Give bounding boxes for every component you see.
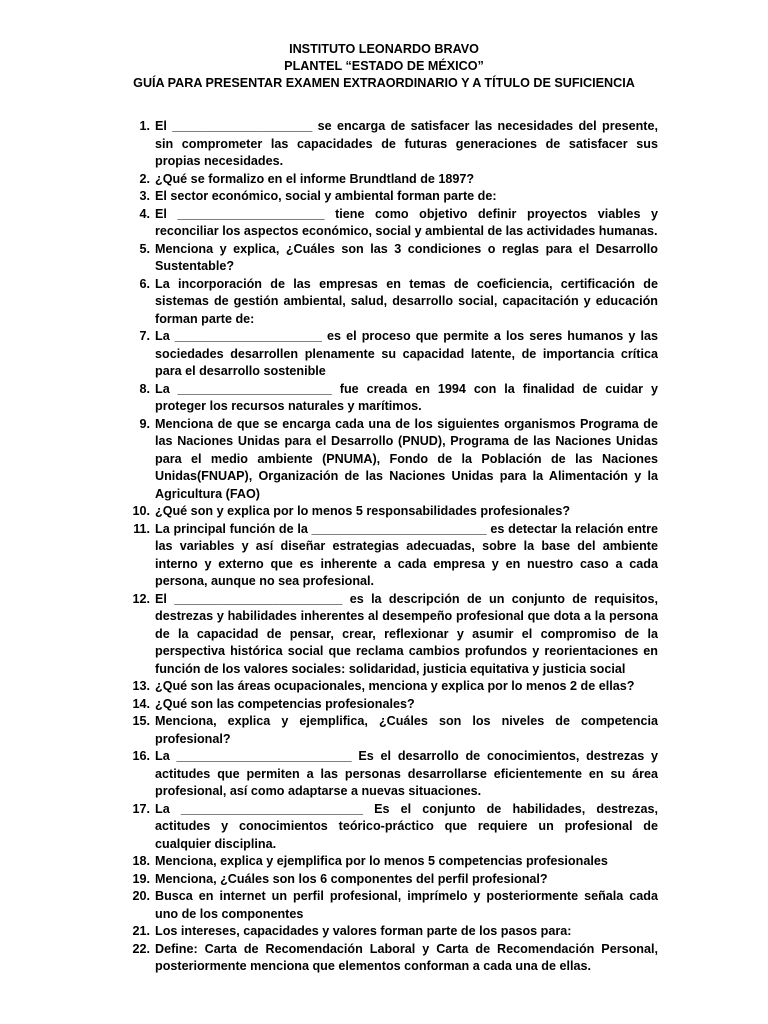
question-text: La incorporación de las empresas en temas de coeficiencia, certificación de sistemas de gestión ambiental, salud, desarrollo social, capacitación y educación forman parte de: — [155, 276, 658, 326]
question-text: Menciona de que se encarga cada una de los siguientes organismos Programa de las Naciones Unidas para el Desarrollo (PNUD), Programa de las Naciones Unidas para el medio ambiente (PNUMA), Fondo de la Población de las Naciones Unidas(FNUAP), Organización de las Naciones Unidas para la Alimentación y la Agricultura (FAO) — [155, 416, 658, 501]
question-number: 6. — [139, 276, 150, 291]
question-text: Define: Carta de Recomendación Laboral y Carta de Recomendación Personal, posteriormente menciona que elementos conforman a cada una de ellas. — [155, 941, 658, 973]
question-item — [133, 521, 658, 591]
question-text: La ______________________ fue creada en 1994 con la finalidad de cuidar y proteger los recursos naturales y marítimos. — [155, 381, 658, 413]
question-number: 17. — [132, 801, 150, 816]
question-item — [132, 941, 658, 976]
question-item — [139, 416, 658, 504]
question-item — [139, 188, 658, 206]
question-item — [132, 591, 658, 679]
question-number: 7. — [139, 329, 150, 343]
question-item — [132, 696, 658, 714]
question-number: 12. — [132, 591, 150, 606]
question-item — [132, 871, 658, 889]
question-number: 3. — [139, 189, 150, 203]
question-item — [139, 381, 658, 416]
question-text: La __________________________ Es el conjunto de habilidades, destrezas, actitudes y conocimientos teórico-práctico que requiere un profesional de cualquier disciplina. — [155, 801, 658, 851]
question-text: Menciona, ¿Cuáles son los 6 componentes del perfil profesional? — [155, 871, 548, 886]
question-item — [132, 678, 658, 696]
question-number: 19. — [132, 871, 150, 886]
question-text: La _________________________ Es el desarrollo de conocimientos, destrezas y actitudes que permiten a las personas desarrollarse eficientemente en su área profesional, así como adaptarse a nuevas situaciones. — [155, 749, 658, 798]
question-text: El _____________________ tiene como objetivo definir proyectos viables y reconciliar los aspectos económico, social y ambiental de las actividades humanas. — [155, 206, 658, 238]
question-item — [139, 276, 658, 329]
question-item — [139, 328, 658, 381]
question-item — [139, 171, 658, 189]
question-text: Menciona, explica y ejemplifica por lo menos 5 competencias profesionales — [155, 854, 608, 868]
question-text: El ____________________ se encarga de satisfacer las necesidades del presente, sin comprometer las capacidades de futuras generaciones de satisfacer sus propias necesidades. — [155, 119, 658, 168]
question-number: 11. — [133, 521, 150, 536]
question-text: ¿Qué son las competencias profesionales? — [155, 696, 415, 711]
question-number: 9. — [139, 416, 150, 431]
question-text: Menciona y explica, ¿Cuáles son las 3 condiciones o reglas para el Desarrollo Sustentable? — [155, 241, 658, 273]
question-text: Menciona, explica y ejemplifica, ¿Cuáles son los niveles de competencia profesional? — [155, 714, 658, 746]
question-text: Busca en internet un perfil profesional, imprímelo y posteriormente señala cada uno de los componentes — [155, 889, 658, 921]
question-number: 8. — [139, 381, 150, 396]
question-item — [132, 923, 658, 941]
question-number: 15. — [132, 714, 150, 728]
question-text: ¿Qué son y explica por lo menos 5 responsabilidades profesionales? — [155, 504, 571, 518]
question-item — [132, 801, 658, 854]
question-number: 21. — [132, 924, 150, 938]
question-text: Los intereses, capacidades y valores forman parte de los pasos para: — [155, 924, 572, 938]
question-number: 18. — [132, 854, 150, 868]
question-item — [132, 888, 658, 923]
question-item — [132, 748, 658, 801]
question-number: 1. — [139, 119, 150, 133]
question-text: El ________________________ es la descripción de un conjunto de requisitos, destrezas y habilidades inherentes al desempeño profesional que dota a la persona de la capacidad de pensar, crear, reflexionar y asumir el compromiso de la perspectiva histórica social que reclama cambios profundos y reorientaciones en función de los valores sociales: solidaridad, justicia equitativa y justicia social — [155, 591, 658, 676]
question-text: ¿Qué se formalizo en el informe Brundtland de 1897? — [155, 171, 475, 186]
question-number: 22. — [132, 941, 150, 956]
question-item — [139, 118, 658, 171]
question-number: 4. — [139, 206, 150, 221]
guide-title: GUÍA PARA PRESENTAR EXAMEN EXTRAORDINARIO Y A TÍTULO DE SUFICIENCIA — [133, 76, 635, 90]
question-number: 13. — [132, 679, 150, 693]
question-item — [132, 853, 658, 871]
document-header — [0, 41, 768, 92]
question-number: 20. — [132, 889, 150, 903]
question-text: ¿Qué son las áreas ocupacionales, menciona y explica por lo menos 2 de ellas? — [155, 679, 635, 693]
question-item — [132, 503, 658, 521]
question-number: 14. — [132, 696, 150, 711]
question-item — [139, 206, 658, 241]
question-item — [139, 241, 658, 276]
question-number: 10. — [132, 504, 150, 518]
question-text: El sector económico, social y ambiental forman parte de: — [155, 189, 497, 203]
question-number: 5. — [139, 241, 150, 256]
question-list — [132, 118, 658, 976]
question-text: La _____________________ es el proceso que permite a los seres humanos y las sociedades desarrollen plenamente su capacidad latente, de importancia crítica para el desarrollo sostenible — [155, 329, 658, 378]
question-number: 2. — [139, 171, 150, 186]
campus-name: PLANTEL “ESTADO DE MÉXICO” — [284, 59, 484, 73]
institute-name: INSTITUTO LEONARDO BRAVO — [289, 42, 479, 56]
question-text: La principal función de la _________________________ es detectar la relación entre las variables y así diseñar estrategias adecuadas, sobre la base del ambiente interno y externo que es inherente a cada empresa y en nuestro caso a cada persona, aunque no sea profesional. — [155, 521, 658, 588]
question-number: 16. — [132, 749, 150, 763]
question-item — [132, 713, 658, 748]
